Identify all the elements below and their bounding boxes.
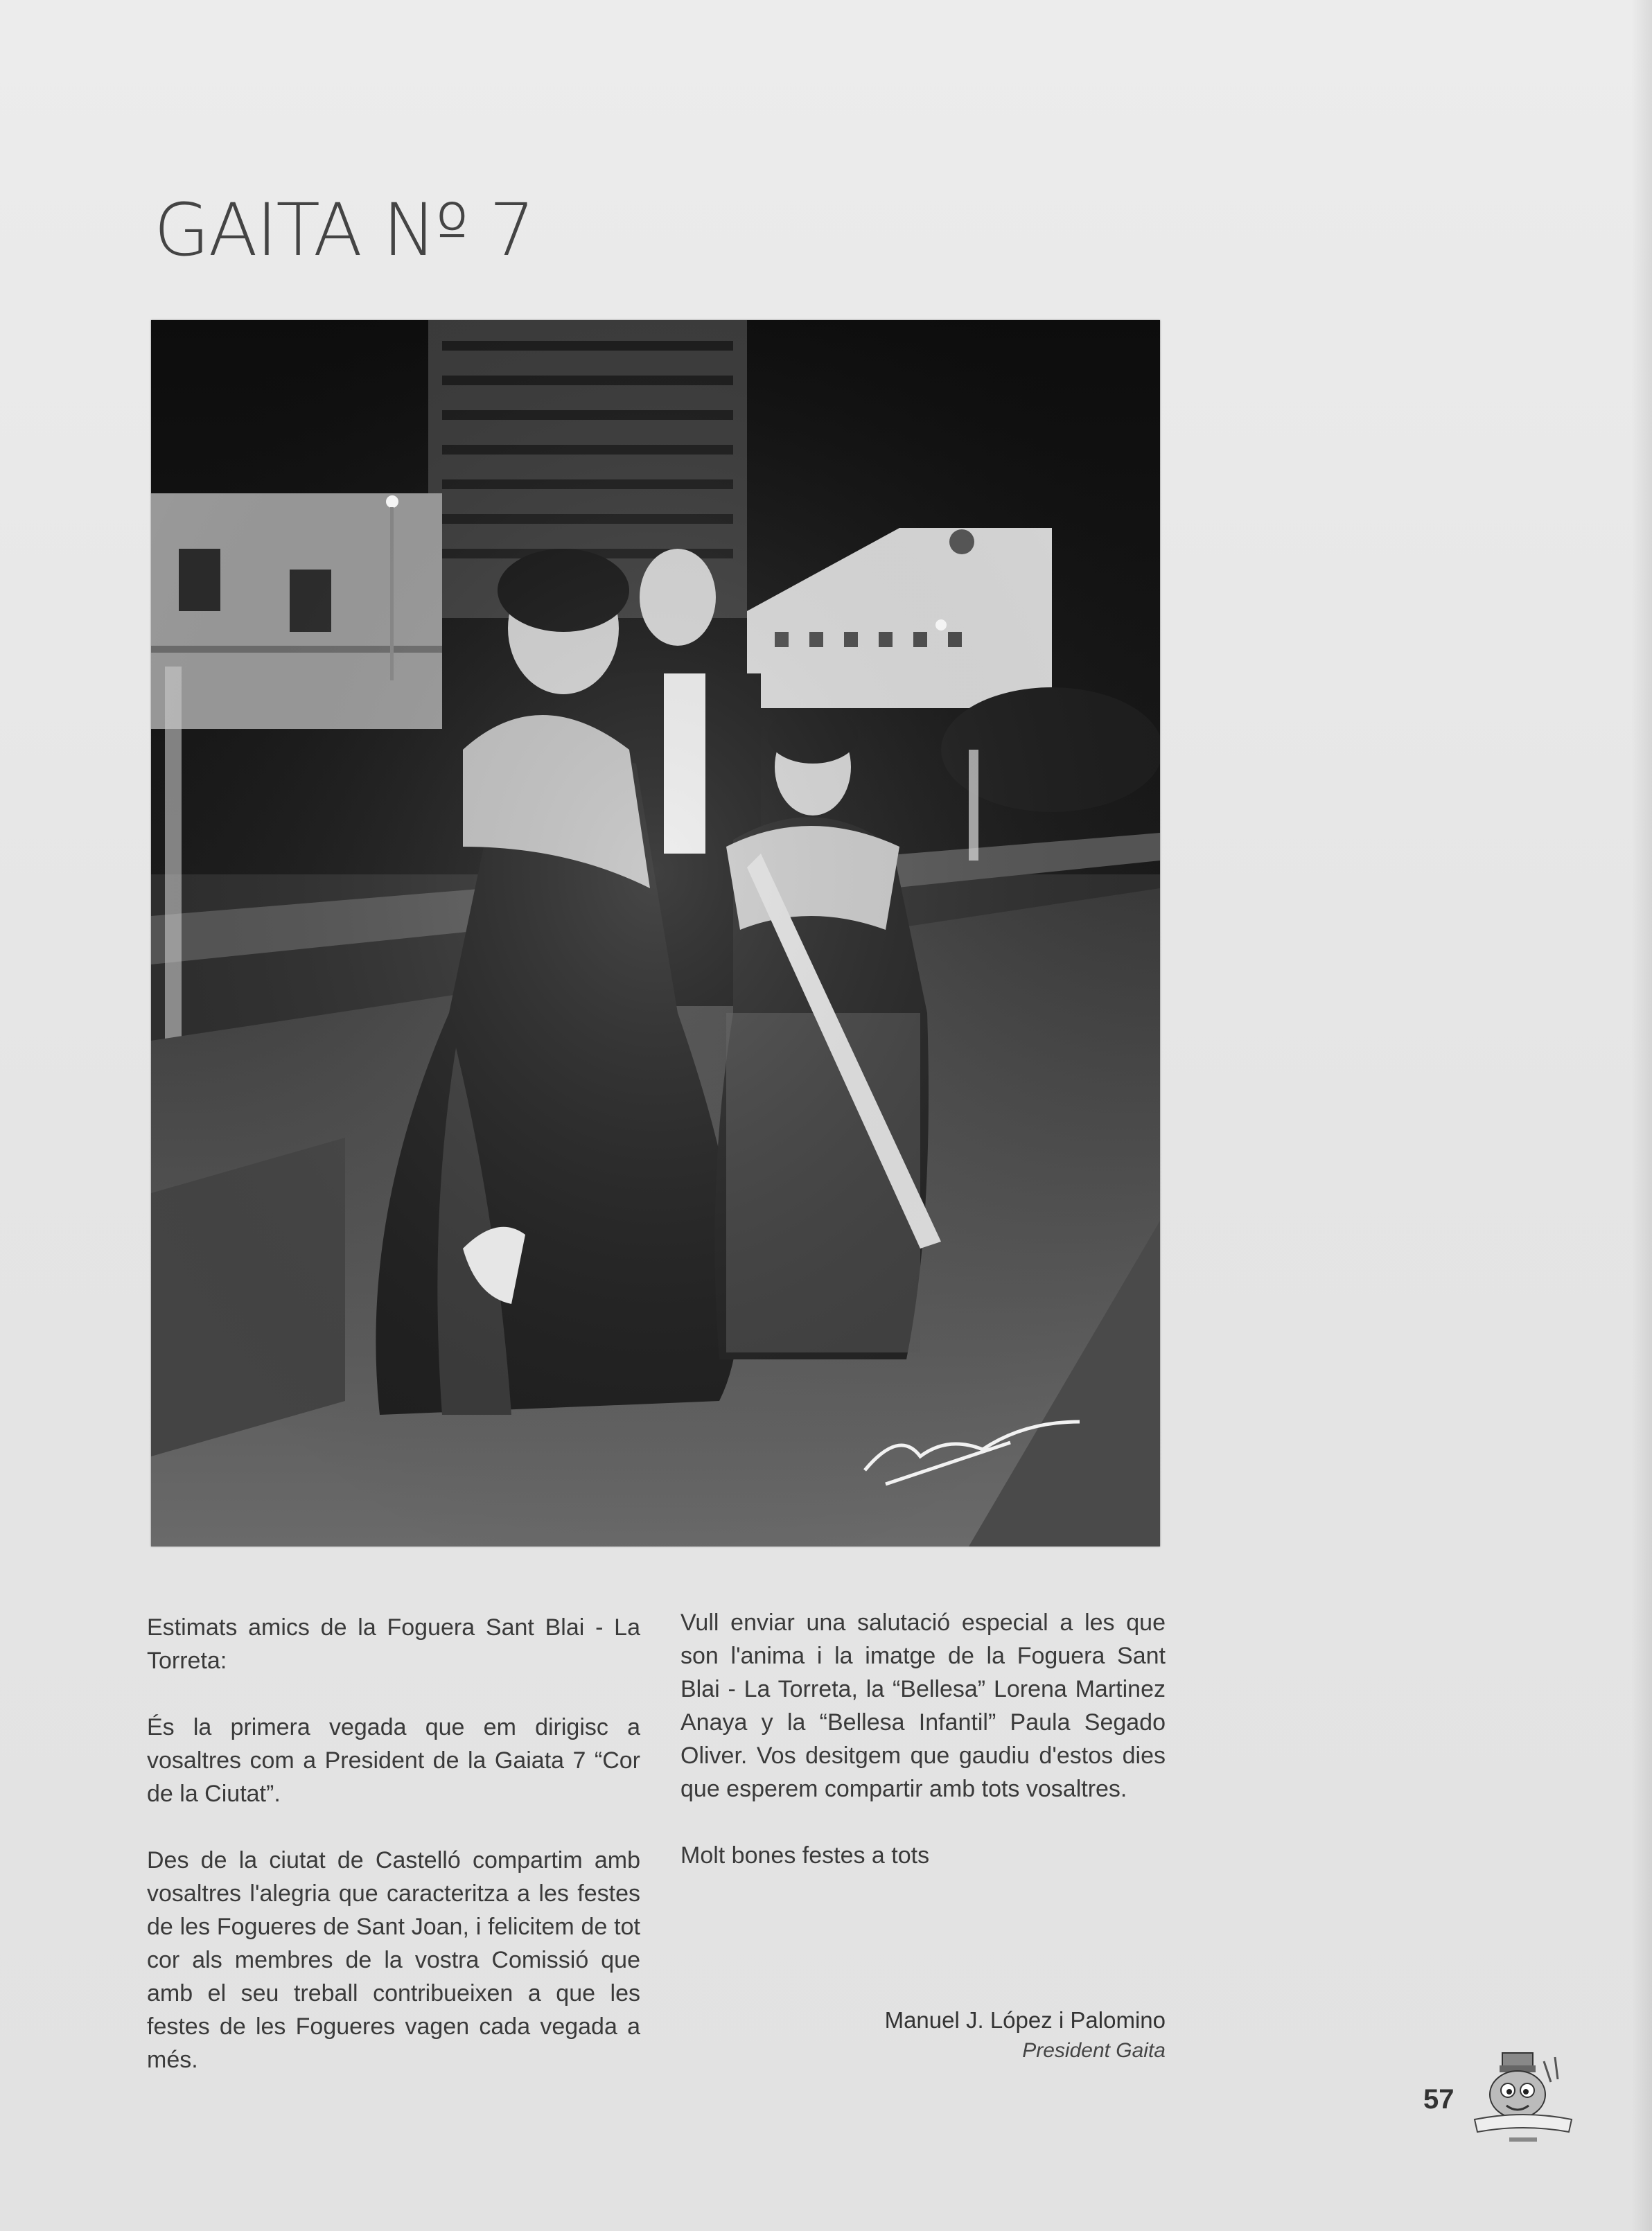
letter-right-column	[680, 1606, 1166, 1905]
paragraph: Estimats amics de la Foguera Sant Blai - La Torreta:	[147, 1614, 640, 1674]
foguera-mascot-logo-icon	[1468, 2047, 1579, 2155]
signature-role: President Gaita	[1022, 2039, 1166, 2062]
portrait-photo	[151, 320, 1160, 1546]
page-title: GAITA Nº 7	[154, 188, 534, 272]
signature-block	[762, 2004, 1166, 2065]
paragraph: Vull enviar una salutació especial a les que son l'anima i la imatge de la Foguera Sant Blai - La Torreta, la “Bellesa” Lorena Martinez Anaya y la “Bellesa Infantil” Paula Segado Oliver. Vos desitgem que gaudiu d'estos dies que esperem compartir amb tots vosaltres.	[680, 1610, 1166, 1802]
letter-left-column	[147, 1611, 640, 2110]
page-edge-shadow	[1631, 0, 1652, 2231]
paragraph: Des de la ciutat de Castelló compartim amb vosaltres l'alegria que caracteritza a les festes de les Fogueres de Sant Joan, i felicitem de tot cor als membres de la vostra Comissió que amb el seu treball contribueixen a que les festes de les Fogueres vagen cada vegada a més.	[147, 1847, 640, 2073]
photo-portrait-icon	[151, 320, 1160, 1546]
page-number: 57	[1423, 2084, 1455, 2115]
paragraph: Molt bones festes a tots	[680, 1842, 930, 1869]
signature-name: Manuel J. López i Palomino	[884, 2007, 1166, 2033]
paragraph: És la primera vegada que em dirigisc a vosaltres com a President de la Gaiata 7 “Cor de la Ciutat”.	[147, 1714, 640, 1807]
